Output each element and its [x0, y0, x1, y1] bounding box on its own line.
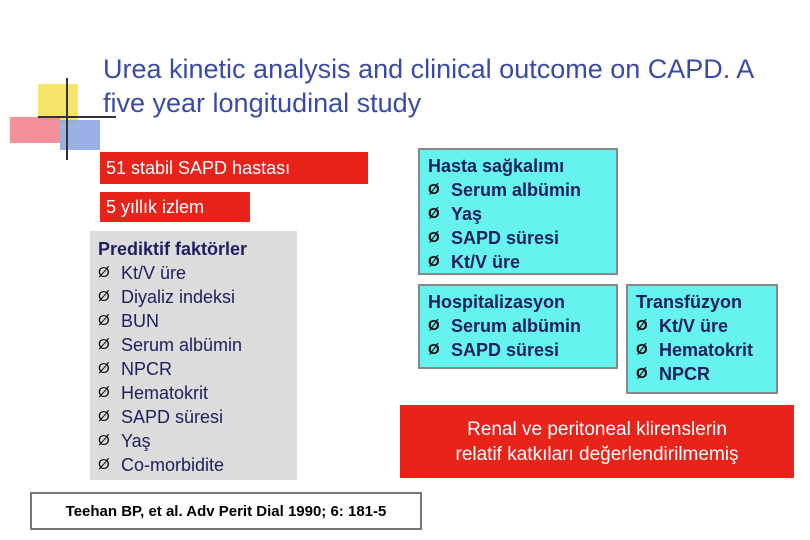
arrow-bullet-icon: Ø: [428, 205, 440, 222]
list-item-label: Yaş: [121, 431, 151, 451]
list-item: [98, 309, 291, 333]
list-item-label: NPCR: [659, 364, 711, 384]
list-item: [428, 202, 608, 226]
list-item: [636, 314, 768, 338]
renal-note-line-1: Renal ve peritoneal klirenslerin: [467, 418, 727, 440]
renal-note-box: [400, 405, 794, 478]
hospitalization-box: [418, 284, 618, 369]
arrow-bullet-icon: Ø: [98, 288, 110, 305]
list-item-label: SAPD süresi: [451, 228, 560, 248]
arrow-bullet-icon: Ø: [428, 181, 440, 198]
list-item: [428, 314, 608, 338]
list-item-label: Serum albümin: [451, 180, 582, 200]
arrow-bullet-icon: Ø: [98, 384, 110, 401]
arrow-bullet-icon: Ø: [98, 336, 110, 353]
slide-title: Urea kinetic analysis and clinical outcome on CAPD. A five year longitudinal study: [103, 54, 753, 118]
list-item-label: SAPD süresi: [451, 340, 560, 360]
survival-heading: Hasta sağkalımı: [428, 156, 565, 176]
arrow-bullet-icon: Ø: [98, 360, 110, 377]
list-item-label: BUN: [121, 311, 160, 331]
arrow-bullet-icon: Ø: [428, 341, 440, 358]
hospitalization-heading: Hospitalizasyon: [428, 292, 566, 312]
arrow-bullet-icon: Ø: [428, 229, 440, 246]
list-item: [428, 250, 608, 274]
arrow-bullet-icon: Ø: [636, 317, 648, 334]
list-item: [98, 333, 291, 357]
transfusion-heading: Transfüzyon: [636, 292, 743, 312]
list-item: [636, 362, 768, 386]
list-item-label: Hematokrit: [659, 340, 754, 360]
transfusion-list: [636, 314, 768, 386]
renal-note-line-2: relatif katkıları değerlendirilmemiş: [455, 443, 739, 465]
list-item-label: Diyaliz indeksi: [121, 287, 236, 307]
list-item: [98, 405, 291, 429]
survival-list: [428, 178, 608, 274]
list-item-label: Kt/V üre: [121, 263, 187, 283]
decor-pink-rect: [10, 117, 60, 143]
citation-box: Teehan BP, et al. Adv Perit Dial 1990; 6: 181-5: [30, 492, 422, 530]
list-item-label: Yaş: [451, 204, 483, 224]
list-item: [98, 453, 291, 477]
list-item-label: NPCR: [121, 359, 173, 379]
arrow-bullet-icon: Ø: [636, 341, 648, 358]
list-item: [428, 178, 608, 202]
arrow-bullet-icon: Ø: [98, 456, 110, 473]
transfusion-box: [626, 284, 778, 394]
predictors-list: [98, 261, 291, 477]
decor-vertical-line: [66, 78, 68, 160]
list-item: [428, 226, 608, 250]
list-item-label: Kt/V üre: [451, 252, 521, 272]
patients-box: 51 stabil SAPD hastası: [100, 152, 368, 184]
list-item: [98, 285, 291, 309]
arrow-bullet-icon: Ø: [428, 317, 440, 334]
list-item: [98, 381, 291, 405]
list-item-label: Co-morbidite: [121, 455, 225, 475]
list-item-label: Kt/V üre: [659, 316, 729, 336]
arrow-bullet-icon: Ø: [98, 432, 110, 449]
list-item: [98, 261, 291, 285]
arrow-bullet-icon: Ø: [98, 264, 110, 281]
arrow-bullet-icon: Ø: [428, 253, 440, 270]
list-item-label: Hematokrit: [121, 383, 209, 403]
arrow-bullet-icon: Ø: [98, 408, 110, 425]
list-item: [98, 357, 291, 381]
hospitalization-list: [428, 314, 608, 362]
list-item: [636, 338, 768, 362]
predictors-heading: Prediktif faktörler: [98, 239, 248, 259]
list-item: [98, 429, 291, 453]
followup-box: 5 yıllık izlem: [100, 192, 250, 222]
predictors-box: [90, 231, 297, 480]
list-item-label: Serum albümin: [121, 335, 243, 355]
survival-box: [418, 148, 618, 275]
list-item: [428, 338, 608, 362]
arrow-bullet-icon: Ø: [98, 312, 110, 329]
list-item-label: SAPD süresi: [121, 407, 224, 427]
arrow-bullet-icon: Ø: [636, 365, 648, 382]
list-item-label: Serum albümin: [451, 316, 582, 336]
